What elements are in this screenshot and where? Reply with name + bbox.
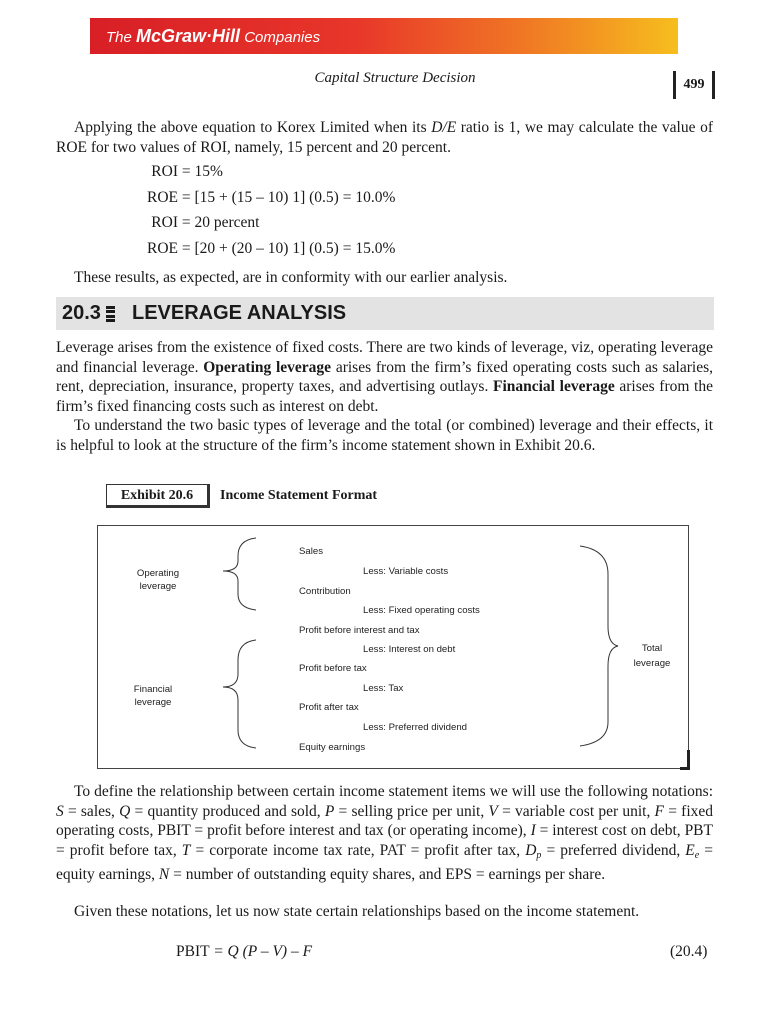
equation-roe-2: ROE = [20 + (20 – 10) 1] (0.5) = 15.0%	[147, 240, 396, 257]
deduction-interest-on-debt: Less: Interest on debt	[363, 644, 456, 655]
total-brace	[580, 546, 618, 746]
section-marker-icon	[106, 306, 115, 322]
item-pbit: Profit before interest and tax	[299, 625, 420, 636]
leverage-paragraph: Leverage arises from the existence of fixed costs. There are two kinds of leverage, viz, operating leverage and financial leverage. Operating leverage arises from the firm’s fixed operating costs such as salaries, rent, depreciation, insurance, property taxes, and advertising outlays. Financial leverage arises from the firm’s fixed financing costs such as interest on debt.	[56, 339, 713, 415]
deduction-tax: Less: Tax	[363, 683, 404, 694]
financial-brace	[223, 640, 256, 748]
item-pbt: Profit before tax	[299, 663, 367, 674]
given-paragraph: Given these notations, let us now state certain relationships based on the income statement.	[74, 903, 640, 920]
running-title: Capital Structure Decision	[314, 70, 476, 86]
exhibit-label: Exhibit 20.6	[106, 484, 210, 508]
income-statement-diagram	[97, 525, 689, 769]
understand-paragraph: To understand the two basic types of leverage and the total (or combined) leverage and their effects, it is helpful to look at the structure of the firm’s income statement shown in Exhibit 20.6.	[56, 417, 713, 454]
equation-roi-1: ROI = 15%	[151, 163, 223, 180]
deduction-preferred-dividend: Less: Preferred dividend	[363, 722, 467, 733]
publisher-logo: The McGraw·Hill Companies	[106, 26, 321, 46]
section-heading	[56, 297, 714, 330]
section-title: LEVERAGE ANALYSIS	[132, 302, 347, 324]
item-sales: Sales	[299, 546, 323, 557]
conformity-paragraph: These results, as expected, are in conformity with our earlier analysis.	[74, 269, 508, 286]
publisher-banner	[90, 18, 678, 54]
item-pat: Profit after tax	[299, 702, 359, 713]
equation-roi-2: ROI = 20 percent	[151, 214, 260, 231]
exhibit-title: Income Statement Format	[220, 488, 378, 503]
deduction-fixed-operating-costs: Less: Fixed operating costs	[363, 605, 480, 616]
financial-leverage-label: Financial leverage	[133, 684, 173, 708]
item-equity-earnings: Equity earnings	[299, 742, 366, 753]
operating-brace	[223, 538, 256, 610]
equation-number: (20.4)	[670, 943, 708, 960]
equation-pbit: PBIT = Q (P – V) – F	[176, 943, 313, 960]
deduction-variable-costs: Less: Variable costs	[363, 566, 449, 577]
operating-leverage-label: Operating leverage	[136, 568, 180, 592]
page-number: 499	[673, 71, 715, 99]
intro-paragraph: Applying the above equation to Korex Limited when its D/E ratio is 1, we may calculate the value of ROE for two values of ROI, namely, 15 percent and 20 percent.	[56, 119, 713, 156]
diagram-corner-mark	[680, 750, 690, 770]
item-contribution: Contribution	[299, 586, 351, 597]
section-number: 20.3	[62, 302, 101, 324]
total-leverage-label: Total leverage	[633, 643, 671, 669]
notation-paragraph: To define the relationship between certain income statement items we will use the following notations: S = sales, Q = quantity produced and sold, P = selling price per unit, V = variable cost per unit, F = fixed operating costs, PBIT = profit before interest and tax (or operating income), I = interest cost on debt, PBT = profit before tax, T = corporate income tax rate, PAT = profit after tax, $D_p$ = preferred dividend, $E_e$ = equity earnings, N = number of outstanding equity shares, and EPS = earnings per share.	[56, 783, 714, 884]
equation-roe-1: ROE = [15 + (15 – 10) 1] (0.5) = 10.0%	[147, 189, 396, 206]
